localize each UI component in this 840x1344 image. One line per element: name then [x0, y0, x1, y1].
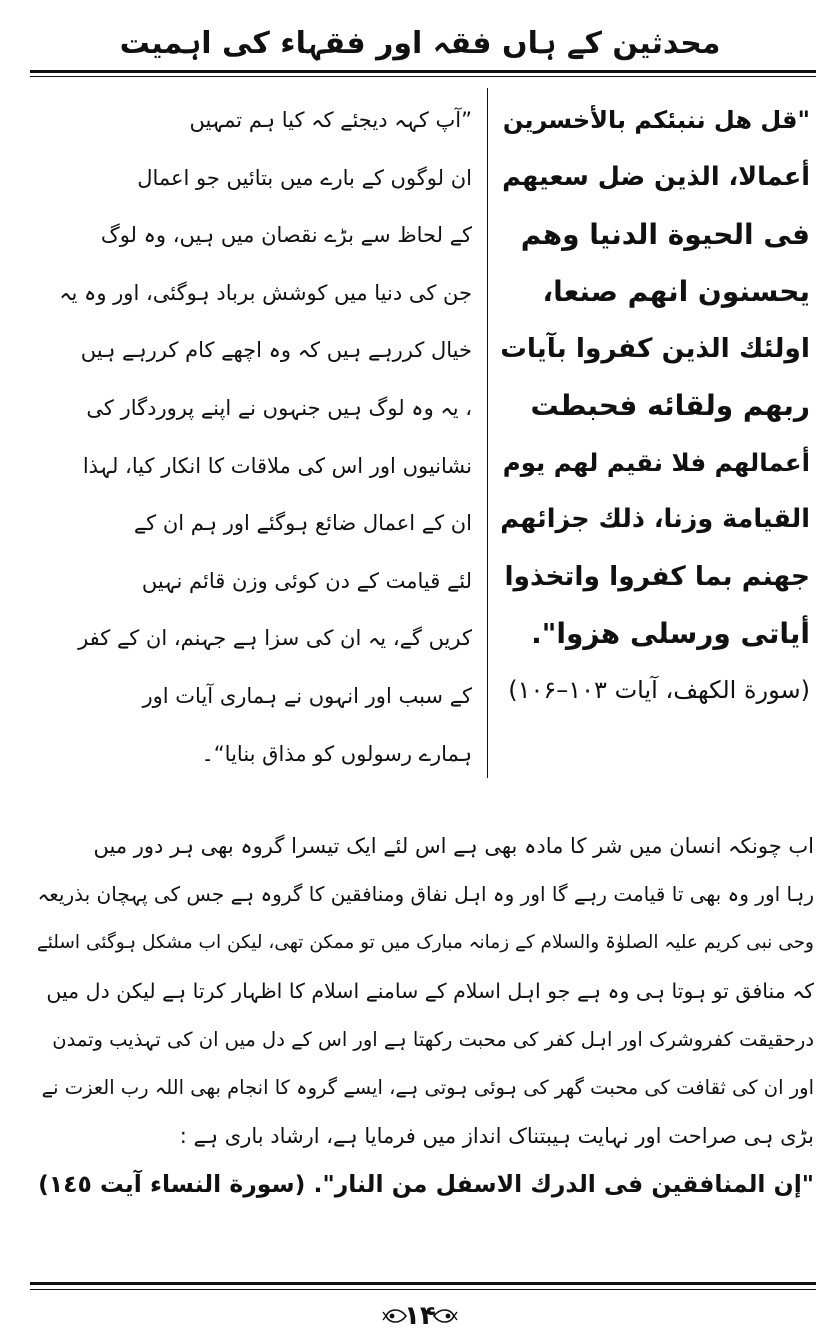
quranic-quote: "إن المنافقين فى الدرك الاسفل من النار". (سورة النساء آیت ۱٤٥): [38, 1169, 814, 1198]
translation-line: جن کی دنیا میں کوشش برباد ہوگئی، اور وہ یہ: [59, 280, 472, 305]
urdu-translation-column: [40, 92, 472, 783]
footer-rule-thin: [30, 1289, 816, 1290]
paragraph-line: رہا اور وہ بھی تا قیامت رہے گا اور وہ اہل نفاق ومنافقین کا گروہ ہے جس کی پہچان بذریعہ: [37, 882, 814, 907]
arabic-verse-line: فى الحيوة الدنيا وهم: [520, 218, 810, 251]
paragraph-line: درحقیقت کفروشرک اور اہل کفر کی محبت رکھتا ہے اور اس کے دل میں ان کی تہذیب وتمدن: [52, 1027, 814, 1051]
header-rule-thin: [30, 76, 816, 77]
verse-reference: (سورة الكهف، آیات ۱۰۳–۱۰۶): [508, 676, 810, 704]
paragraph-line: اب چونکہ انسان میں شر کا مادہ بھی ہے اس لئے ایک تیسرا گروہ بھی ہر دور میں: [93, 834, 814, 858]
arabic-verse-line: ربهم ولقائه فحبطت: [530, 389, 810, 422]
arabic-verse-line: "قل هل ننبئكم بالأخسرين: [502, 106, 810, 134]
body-paragraph: [34, 822, 814, 1207]
translation-line: ”آپ کہہ دیجئے کہ کیا ہم تمہیں: [189, 108, 472, 132]
header-rule-thick: [30, 70, 816, 73]
page-number: ۱۴: [404, 1301, 436, 1331]
arabic-verse-line: أعمالهم فلا نقيم لهم يوم: [502, 448, 810, 477]
paragraph-line: کہ منافق تو ہوتا ہی وہ ہے جو اہل اسلام کے سامنے اسلام کا اظہار کرتا ہے لیکن دل میں: [46, 979, 814, 1004]
paragraph-line: بڑی ہی صراحت اور نہایت ہیبتناک انداز میں فرمایا ہے، ارشاد باری ہے :: [179, 1124, 814, 1149]
translation-line: کریں گے، یہ ان کی سزا ہے جہنم، ان کے کفر: [78, 626, 472, 651]
paragraph-line: وحی نبی کریم علیہ الصلوٰۃ والسلام کے زمانہ مبارک میں تو ممکن تھی، لیکن اب مشکل ہوگئی اسلئے: [36, 931, 814, 953]
page-title: محدثین کے ہاں فقہ اور فقہاء کی اہمیت: [119, 26, 721, 61]
arabic-verse-line: أياتى ورسلى هزوا".: [531, 617, 810, 650]
translation-line: لئے قیامت کے دن کوئی وزن قائم نہیں: [141, 568, 472, 593]
translation-line: ان لوگوں کے بارے میں بتائیں جو اعمال: [137, 165, 472, 190]
translation-line: ، یہ وہ لوگ ہیں جنہوں نے اپنے پروردگار کی: [86, 395, 472, 420]
arabic-verse-line: يحسنون انهم صنعا،: [542, 275, 810, 308]
footer-rule-thick: [30, 1282, 816, 1285]
arabic-verse-line: أعمالا، الذين ضل سعيهم: [502, 162, 810, 192]
paragraph-line: اور ان کی ثقافت کی محبت گھر کی ہوئی ہوتی ہے، ایسے گروہ کا انجام بھی اللہ رب العزت نے: [41, 1075, 814, 1099]
translation-line: ہمارے رسولوں کو مذاق بنایا“۔: [201, 741, 472, 766]
ornament-right-icon: [432, 1304, 458, 1328]
column-divider: [487, 88, 488, 778]
arabic-verse-column: [500, 92, 810, 719]
arabic-verse-line: اولئك الذين كفروا بآيات: [500, 333, 810, 364]
translation-line: نشانیوں اور اس کی ملاقات کا انکار کیا، لہذا: [82, 453, 472, 478]
translation-line: کے لحاظ سے بڑے نقصان میں ہیں، وہ لوگ: [100, 223, 472, 248]
arabic-verse-line: جهنم بما كفروا واتخذوا: [504, 561, 810, 592]
translation-line: کے سبب اور انہوں نے ہماری آیات اور: [142, 683, 472, 708]
translation-line: ان کے اعمال ضائع ہوگئے اور ہم ان کے: [133, 511, 472, 536]
arabic-verse-line: القيامة وزنا، ذلك جزائهم: [500, 504, 810, 534]
translation-line: خیال کررہے ہیں کہ وہ اچھے کام کررہے ہیں: [80, 338, 472, 363]
